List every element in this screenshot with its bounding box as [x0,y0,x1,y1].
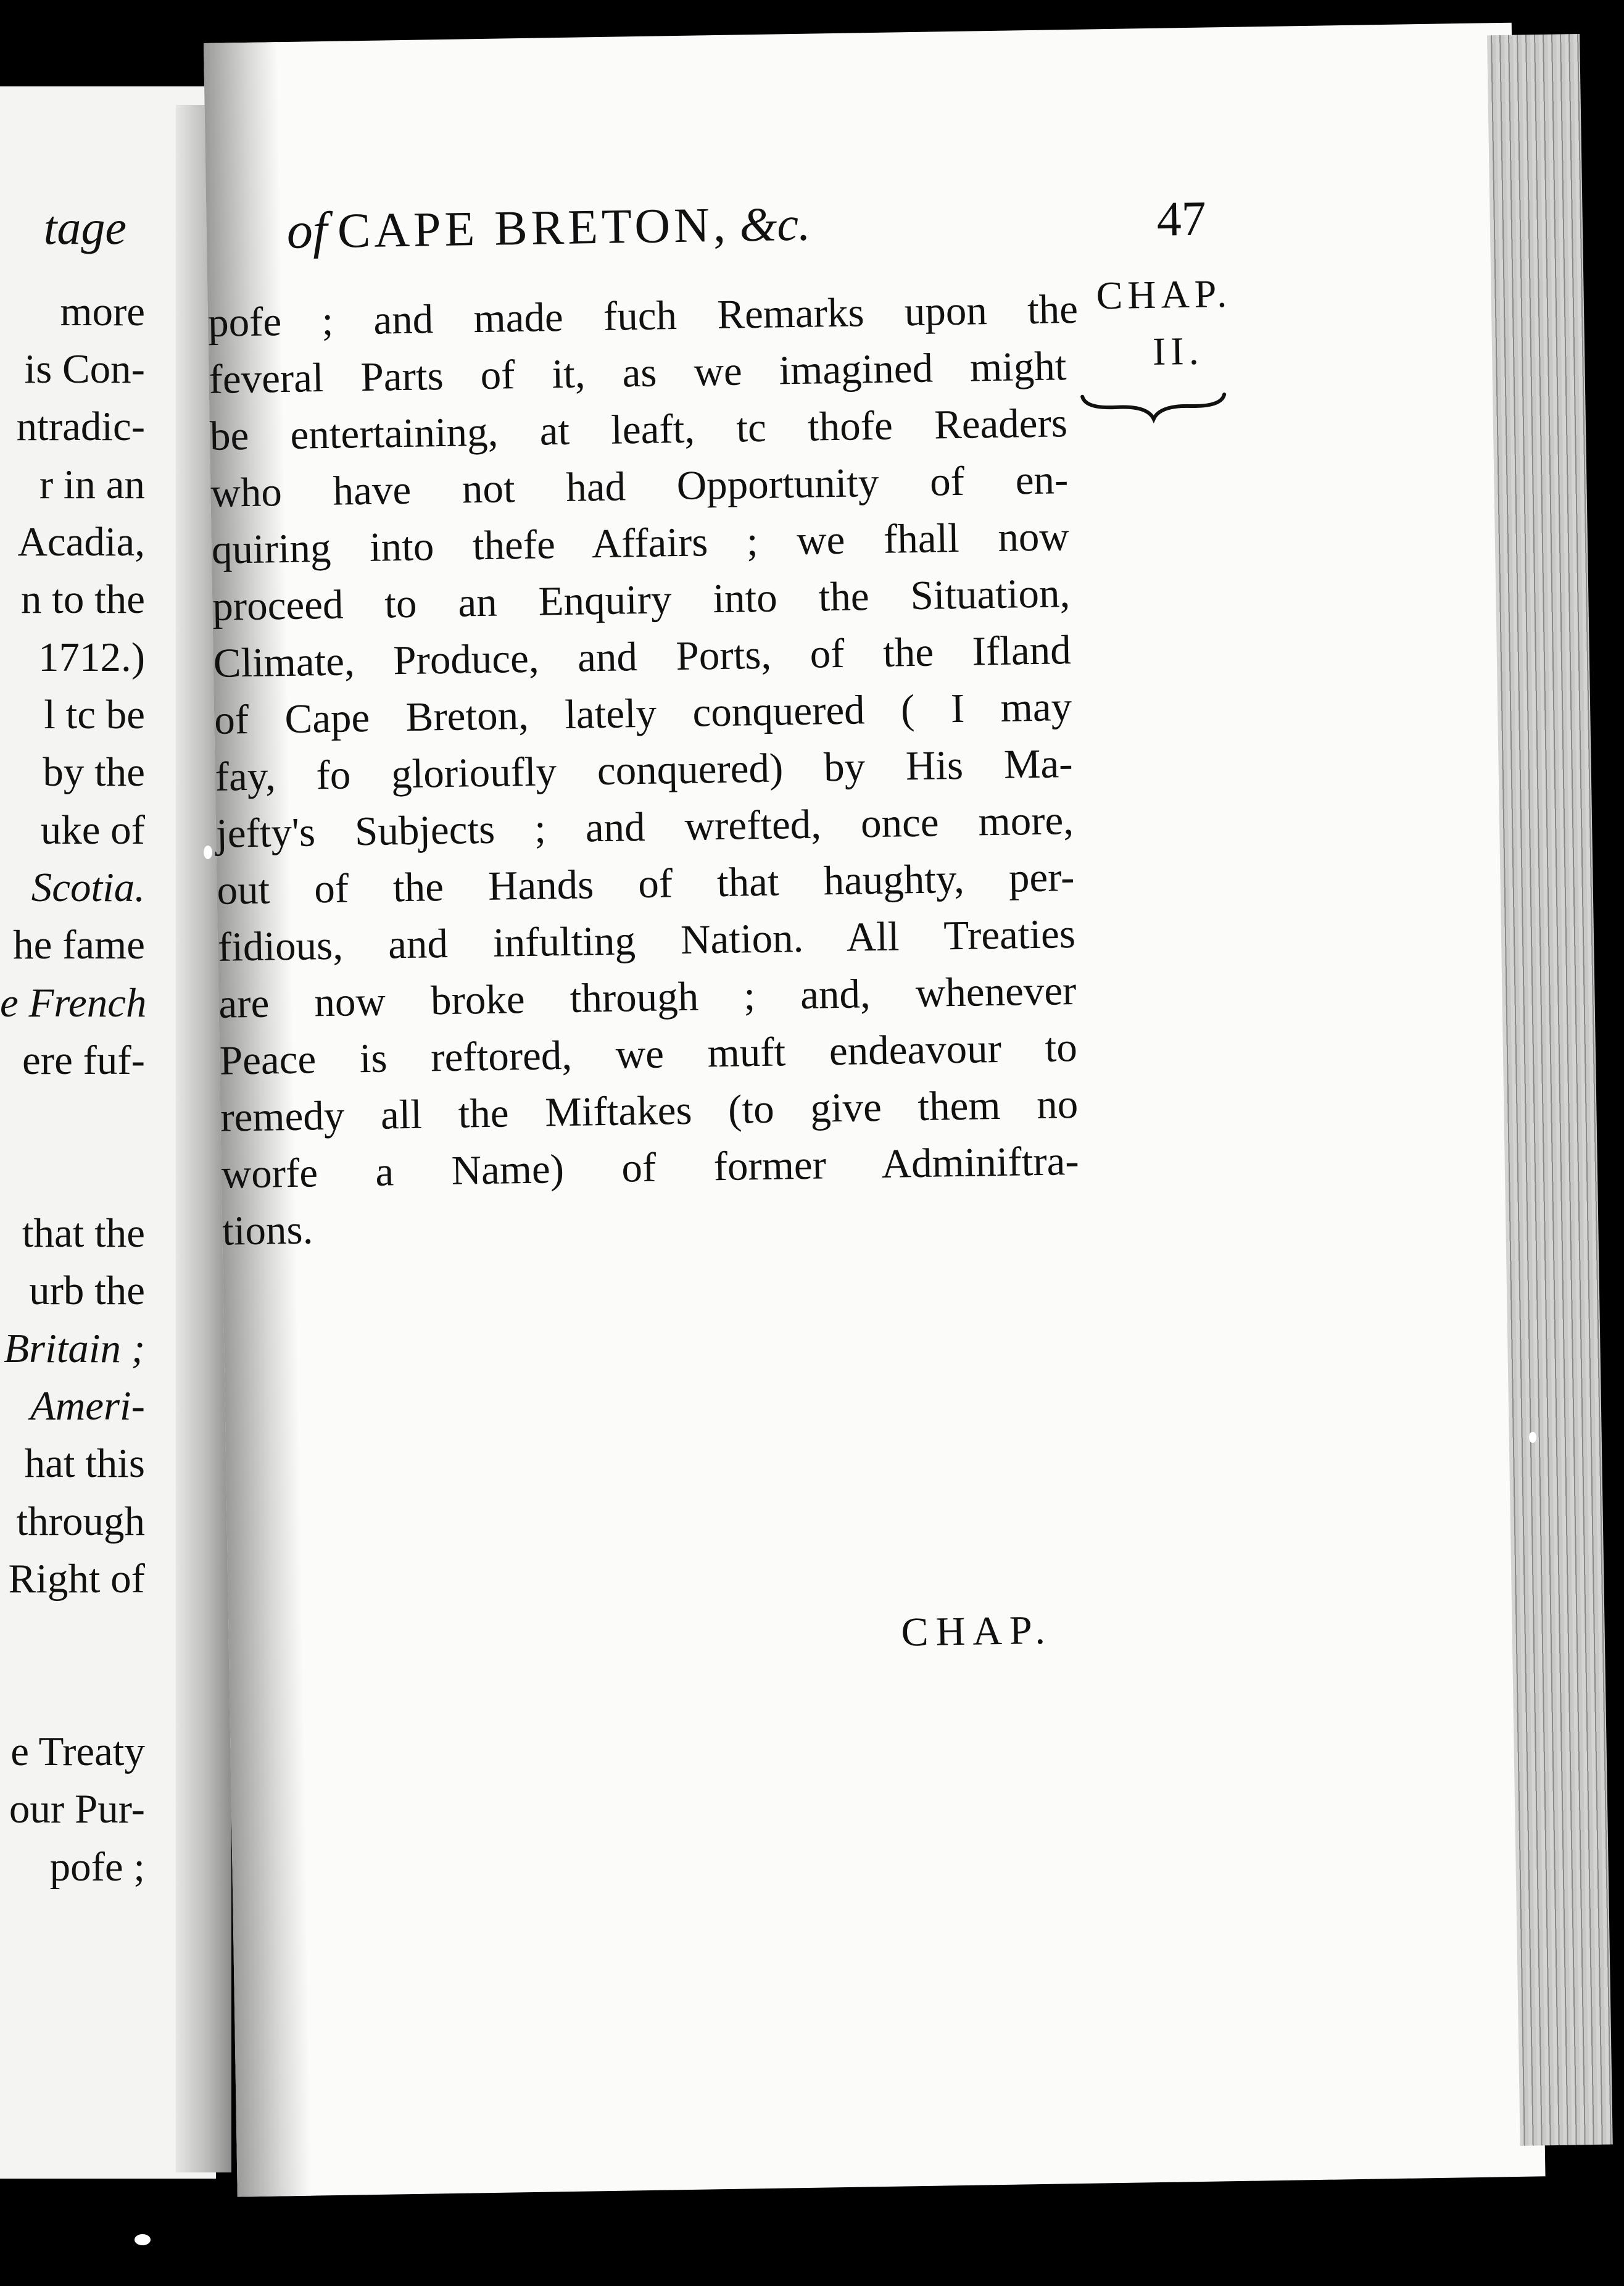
text-line: be entertaining, at leaft, tc thofe Readers [209,400,1068,459]
text-line: of Cape Breton, lately conquered ( I may [213,684,1072,743]
text-line: Climate, Produce, and Ports, of the Ifland [213,627,1072,686]
left-line: by the [43,749,145,795]
scan-speck [204,846,212,859]
left-line: Right of [8,1556,145,1602]
left-line: Britain ; [4,1326,145,1371]
left-line: is Con- [24,346,145,392]
left-line: e Treaty [10,1729,145,1774]
text-line: out of the Hands of that haughty, per- [216,854,1075,913]
left-header-fragment: tage [43,201,126,254]
text-line: pofe ; and made fuch Remarks upon the [207,286,1079,346]
text-line: jefty's Subjects ; and wrefted, once more, [215,797,1074,857]
left-line: through [16,1498,145,1544]
curly-brace-icon [1079,388,1228,428]
header-of: of [286,201,328,260]
page-number: 47 [1156,191,1207,247]
text-line: fidious, and infulting Nation. All Treaties [217,910,1076,970]
scan-speck [135,2234,151,2245]
left-line: pofe ; [49,1844,145,1890]
left-line: urb the [29,1268,145,1313]
left-line: Acadia, [17,519,145,565]
text-line: quiring into thefe Affairs ; we fhall now [211,513,1070,573]
left-line: e French [0,980,147,1026]
left-line: Ameri- [30,1383,145,1429]
text-line: are now broke through ; and, whenever [218,967,1077,1027]
text-line: tions. [222,1207,313,1254]
margin-chapter-number: II. [1152,328,1204,373]
text-line: who have not had Opportunity of en- [210,457,1069,516]
margin-chap: CHAP. [1096,271,1232,318]
left-line: hat this [24,1440,145,1486]
left-line: r in an [39,462,145,507]
catchword: CHAP. [901,1607,1053,1655]
text-line: proceed to an Enquiry into the Situation, [212,570,1071,630]
left-line: more [60,289,145,335]
header-etc: &c. [739,196,811,252]
scan-speck [1529,1432,1536,1443]
text-line: Peace is reftored, we muft endeavour to [219,1024,1078,1084]
left-line: l tc be [44,692,145,738]
text-line: feveral Parts of it, as we imagined might [208,343,1067,402]
left-line: Scotia. [31,865,145,910]
left-line: n to the [21,576,145,622]
right-page [204,23,1546,2197]
page-edges [1487,34,1613,2146]
text-line: remedy all the Miftakes (to give them no [220,1081,1079,1141]
text-line: fay, fo glorioufly conquered) by His Ma- [215,741,1074,800]
running-header [204,23,1512,260]
left-line: that the [22,1210,145,1256]
left-line: he fame [13,922,145,968]
left-line: our Pur- [9,1786,145,1832]
header-title: CAPE BRETON, [337,197,730,259]
left-line: ere fuf- [22,1037,145,1083]
left-line: uke of [40,807,145,853]
left-line: 1712.) [38,634,145,680]
text-line: worfe a Name) of former Adminiftra- [221,1137,1080,1197]
left-line: ntradic- [16,404,145,449]
